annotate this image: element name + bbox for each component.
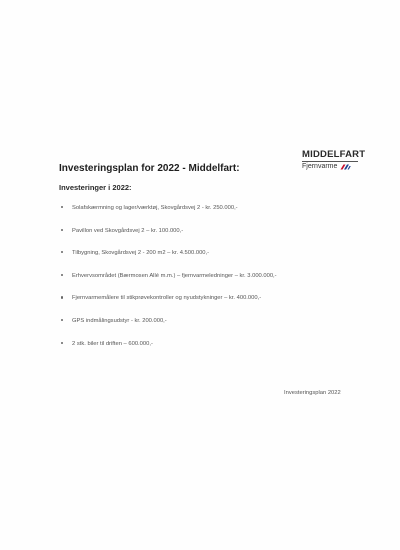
- list-item: [60, 318, 277, 341]
- list-item-text: 2 stk. biler til driften – 600.000,-: [72, 340, 153, 347]
- flame-logo-icon: [340, 164, 351, 170]
- list-item-text: Erhvervsområdet (Bærmosen Allé m.m.) – fjernvarmeledninger – kr. 3.000.000,-: [72, 272, 277, 279]
- bullet-icon: [61, 296, 63, 298]
- section-heading: Investeringer i 2022:: [59, 183, 132, 192]
- company-logo: [302, 150, 364, 171]
- investment-list: [60, 205, 277, 363]
- list-item: [60, 295, 277, 318]
- bullet-icon: [61, 229, 63, 231]
- bullet-icon: [61, 251, 63, 253]
- list-item-text: Solafskærmning og lager/værktøj, Skovgårdsvej 2 - kr. 250.000,-: [72, 205, 238, 211]
- list-item-text: Fjernvarmemålere til stikprøvekontroller og nyudstykninger – kr. 400.000,-: [72, 295, 262, 302]
- list-item: [60, 273, 277, 296]
- page-footer: Investeringsplan 2022: [284, 390, 341, 396]
- list-item-text: Tilbygning, Skovgårdsvej 2 - 200 m2 – kr. 4.500.000,-: [72, 250, 210, 257]
- bullet-icon: [61, 274, 63, 276]
- list-item: [60, 250, 277, 273]
- list-item: [60, 228, 277, 251]
- list-item: [60, 205, 277, 228]
- logo-name: MIDDELFART: [302, 149, 366, 160]
- document-title: Investeringsplan for 2022 - Middelfart:: [59, 163, 240, 174]
- bullet-icon: [61, 206, 63, 208]
- bullet-icon: [61, 342, 63, 344]
- list-item: [60, 341, 277, 364]
- bullet-icon: [61, 319, 63, 321]
- logo-subtitle: Fjernvarme: [302, 163, 338, 170]
- logo-sub-row: [302, 163, 364, 171]
- list-item-text: GPS indmålingsudstyr - kr. 200.000,-: [72, 317, 167, 324]
- list-item-text: Pavillon ved Skovgårdsvej 2 – kr. 100.000,-: [72, 227, 184, 234]
- logo-divider: [302, 161, 358, 162]
